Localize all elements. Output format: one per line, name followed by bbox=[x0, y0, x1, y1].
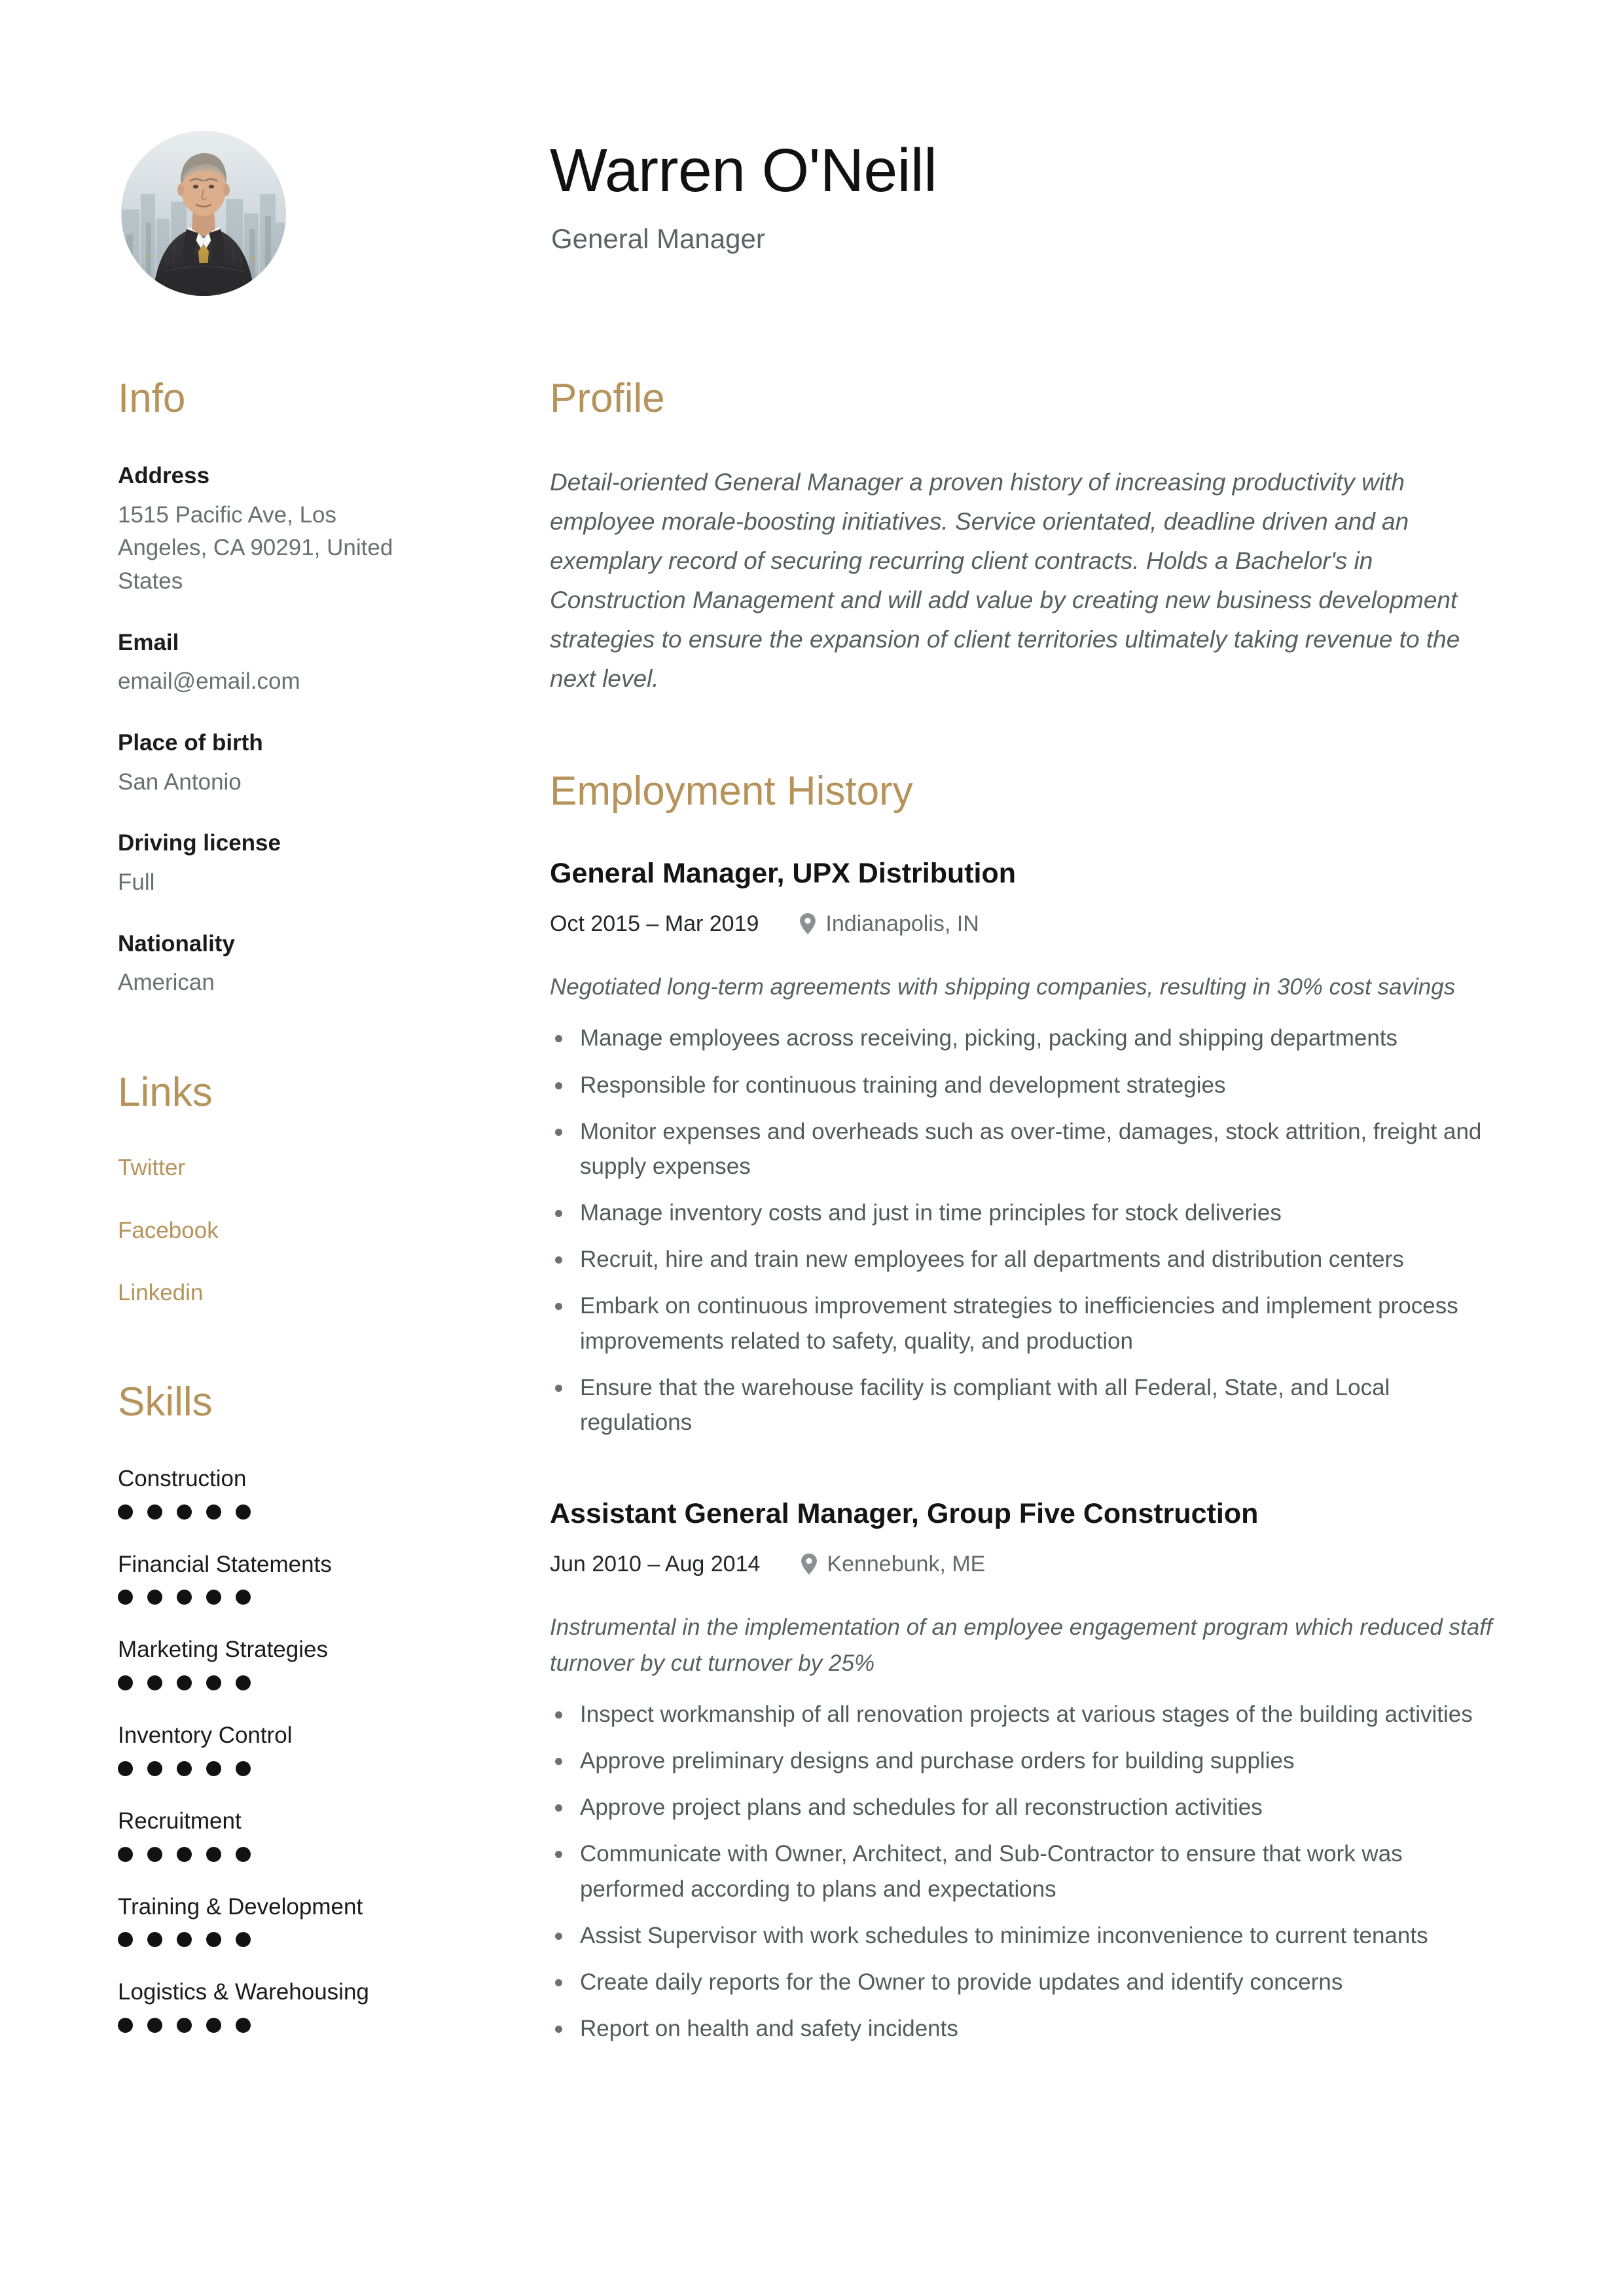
avatar bbox=[121, 131, 286, 296]
employment-meta bbox=[550, 1550, 1492, 1578]
rating-dot-filled bbox=[118, 1590, 133, 1605]
employment-title: General Manager, UPX Distribution bbox=[550, 858, 1017, 889]
skill-rating-dots bbox=[118, 1761, 511, 1776]
rating-dot-filled bbox=[147, 1847, 162, 1862]
info-field bbox=[118, 626, 511, 699]
rating-dot-filled bbox=[236, 1590, 251, 1605]
list-item: Assist Supervisor with work schedules to minimize inconvenience to current tenants bbox=[550, 1918, 1492, 1953]
section-spacer bbox=[550, 699, 1492, 769]
list-item: Communicate with Owner, Architect, and Sub-Contractor to ensure that work was performed according to plans and expectations bbox=[550, 1836, 1492, 1906]
info-field-value: 1515 Pacific Ave, Los Angeles, CA 90291, United States bbox=[118, 501, 393, 594]
info-field-value: email@email.com bbox=[118, 668, 300, 695]
list-item: Monitor expenses and overheads such as over-time, damages, stock attrition, freight and supply expenses bbox=[550, 1114, 1492, 1184]
job-title-subtitle: General Manager bbox=[551, 223, 765, 254]
rating-dot-filled bbox=[147, 1761, 162, 1776]
link-linkedin[interactable]: Linkedin bbox=[118, 1280, 204, 1306]
rating-dot-filled bbox=[177, 2018, 192, 2033]
rating-dot-filled bbox=[236, 1847, 251, 1862]
rating-dot-filled bbox=[147, 1675, 162, 1690]
employment-dates: Jun 2010 – Aug 2014 bbox=[550, 1552, 761, 1577]
page-title: Warren O'Neill bbox=[550, 136, 937, 204]
info-field-value: Full bbox=[118, 869, 155, 895]
employment-section-heading: Employment History bbox=[550, 768, 913, 814]
employment-bullet-list bbox=[550, 1697, 1492, 2047]
list-item: Approve preliminary designs and purchase orders for building supplies bbox=[550, 1743, 1492, 1778]
link-twitter[interactable]: Twitter bbox=[118, 1155, 186, 1181]
skill-rating-dots bbox=[118, 2018, 511, 2033]
employment-entry bbox=[550, 856, 1492, 1440]
rating-dot-filled bbox=[177, 1504, 192, 1520]
rating-dot-filled bbox=[236, 1504, 251, 1520]
rating-dot-filled bbox=[206, 1932, 221, 1947]
skill-item bbox=[118, 1805, 511, 1862]
employment-bullet-list bbox=[550, 1021, 1492, 1440]
skill-item bbox=[118, 1719, 511, 1776]
skill-label: Training & Development bbox=[118, 1893, 363, 1920]
list-item: Responsible for continuous training and development strategies bbox=[550, 1068, 1492, 1102]
rating-dot-filled bbox=[206, 1675, 221, 1690]
info-field-label: Email bbox=[118, 629, 179, 655]
skill-label: Construction bbox=[118, 1465, 247, 1491]
list-item: Report on health and safety incidents bbox=[550, 2011, 1492, 2046]
skill-label: Inventory Control bbox=[118, 1722, 293, 1749]
profile-summary-text: Detail-oriented General Manager a proven history of increasing productivity with employee morale-boosting initiatives. Service orientated, deadline driven and an exemplary record of securing recurring client contracts. Holds a Bachelor's in Construction Management and will add value by creating new business development strategies to ensure the expansion of client territories ultimately taking revenue to the next level. bbox=[550, 469, 1460, 692]
skill-rating-dots bbox=[118, 1932, 511, 1947]
skills-section-heading: Skills bbox=[118, 1379, 213, 1425]
rating-dot-filled bbox=[118, 1761, 133, 1776]
info-field bbox=[118, 826, 511, 899]
map-pin-icon bbox=[801, 1553, 818, 1575]
rating-dot-filled bbox=[118, 1847, 133, 1862]
employment-dates: Oct 2015 – Mar 2019 bbox=[550, 911, 759, 936]
info-field-label: Place of birth bbox=[118, 730, 263, 756]
list-item: Inspect workmanship of all renovation projects at various stages of the building activities bbox=[550, 1697, 1492, 1732]
rating-dot-filled bbox=[236, 1675, 251, 1690]
rating-dot-filled bbox=[206, 1847, 221, 1862]
rating-dot-filled bbox=[147, 2018, 162, 2033]
rating-dot-filled bbox=[118, 2018, 133, 2033]
employment-summary: Instrumental in the implementation of an employee engagement program which reduced staff turnover by cut turnover by 25% bbox=[550, 1614, 1492, 1676]
employment-location bbox=[799, 909, 979, 938]
list-item: Ensure that the warehouse facility is compliant with all Federal, State, and Local regulations bbox=[550, 1370, 1492, 1440]
rating-dot-filled bbox=[118, 1932, 133, 1947]
skill-rating-dots bbox=[118, 1847, 511, 1862]
sidebar bbox=[118, 376, 511, 2062]
skill-label: Logistics & Warehousing bbox=[118, 1979, 369, 2005]
info-field-value: San Antonio bbox=[118, 769, 242, 795]
profile-section-heading: Profile bbox=[550, 376, 665, 421]
links-section-heading: Links bbox=[118, 1069, 213, 1115]
rating-dot-filled bbox=[236, 2018, 251, 2033]
skill-label: Recruitment bbox=[118, 1808, 242, 1834]
rating-dot-filled bbox=[206, 1590, 221, 1605]
skill-item bbox=[118, 1463, 511, 1520]
main-content bbox=[550, 376, 1492, 2102]
employment-entry bbox=[550, 1496, 1492, 2046]
rating-dot-filled bbox=[177, 1932, 192, 1947]
info-field-label: Driving license bbox=[118, 830, 281, 856]
skill-rating-dots bbox=[118, 1590, 511, 1605]
list-item: Manage inventory costs and just in time principles for stock deliveries bbox=[550, 1195, 1492, 1230]
info-field bbox=[118, 726, 511, 799]
employment-meta bbox=[550, 909, 1492, 938]
list-item: Recruit, hire and train new employees for all departments and distribution centers bbox=[550, 1242, 1492, 1277]
list-item: Manage employees across receiving, picking, packing and shipping departments bbox=[550, 1021, 1492, 1055]
rating-dot-filled bbox=[177, 1761, 192, 1776]
skill-item bbox=[118, 1633, 511, 1690]
info-field bbox=[118, 459, 511, 598]
rating-dot-filled bbox=[118, 1504, 133, 1520]
skill-item bbox=[118, 1548, 511, 1605]
skill-rating-dots bbox=[118, 1504, 511, 1520]
rating-dot-filled bbox=[206, 1761, 221, 1776]
rating-dot-filled bbox=[177, 1675, 192, 1690]
employment-location bbox=[801, 1550, 985, 1578]
rating-dot-filled bbox=[147, 1590, 162, 1605]
link-facebook[interactable]: Facebook bbox=[118, 1217, 219, 1243]
rating-dot-filled bbox=[206, 2018, 221, 2033]
employment-summary: Negotiated long-term agreements with shipping companies, resulting in 30% cost savings bbox=[550, 974, 1456, 1000]
info-section-heading: Info bbox=[118, 376, 186, 421]
resume-header bbox=[0, 0, 1622, 340]
employment-title: Assistant General Manager, Group Five Construction bbox=[550, 1498, 1259, 1530]
skill-item bbox=[118, 1891, 511, 1948]
skill-item bbox=[118, 1976, 511, 2033]
rating-dot-filled bbox=[147, 1932, 162, 1947]
skill-label: Marketing Strategies bbox=[118, 1637, 328, 1663]
skill-rating-dots bbox=[118, 1675, 511, 1690]
info-field-value: American bbox=[118, 970, 215, 996]
list-item: Embark on continuous improvement strategies to inefficiencies and implement process improvements related to safety, quality, and production bbox=[550, 1288, 1492, 1358]
rating-dot-filled bbox=[118, 1675, 133, 1690]
list-item: Create daily reports for the Owner to provide updates and identify concerns bbox=[550, 1965, 1492, 1999]
list-item: Approve project plans and schedules for all reconstruction activities bbox=[550, 1790, 1492, 1825]
map-pin-icon bbox=[799, 913, 816, 935]
rating-dot-filled bbox=[177, 1590, 192, 1605]
rating-dot-filled bbox=[236, 1932, 251, 1947]
info-field-label: Nationality bbox=[118, 930, 235, 957]
employment-location-text: Kennebunk, ME bbox=[827, 1552, 986, 1577]
skill-label: Financial Statements bbox=[118, 1551, 332, 1577]
rating-dot-filled bbox=[206, 1504, 221, 1520]
info-field-label: Address bbox=[118, 463, 210, 489]
rating-dot-filled bbox=[236, 1761, 251, 1776]
rating-dot-filled bbox=[147, 1504, 162, 1520]
rating-dot-filled bbox=[177, 1847, 192, 1862]
info-field bbox=[118, 927, 511, 1000]
employment-location-text: Indianapolis, IN bbox=[825, 911, 979, 936]
